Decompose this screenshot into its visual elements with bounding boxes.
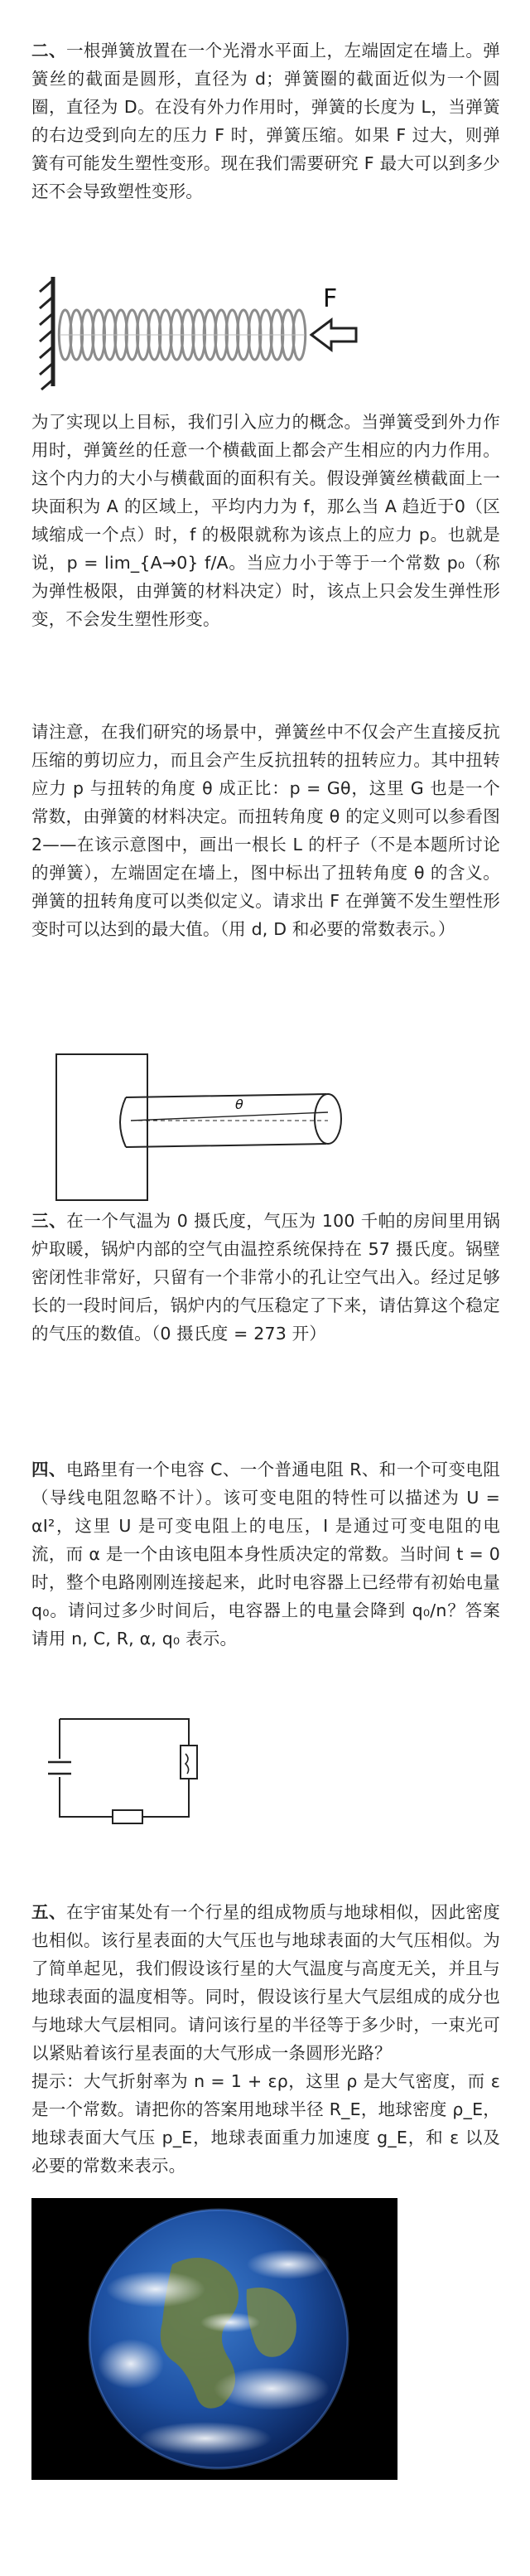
section-text: 在一个气温为 0 摄氏度，气压为 100 千帕的房间里用锅炉取暖，锅炉内部的空气由温控系统保持在 57 摄氏度。锅壁密闭性非常好，只留有一个非常小的孔让空气出入。经过足够长的一段时间后，锅炉内的气压稳定了下来，请估算这个稳定的气压的数值。（0 摄氏度 = 273 开） [31,1211,500,1344]
section-2-paragraph-2 [31,408,500,633]
section-2-paragraph-1 [31,36,500,206]
rod-right-end [315,1094,341,1144]
section-number: 四、 [31,1460,66,1479]
earth-picture [31,2198,398,2480]
wall-block [56,1054,147,1200]
earth-image [31,2198,398,2480]
force-label: F [323,284,338,313]
section-2-paragraph-3 [31,718,500,943]
variable-resistor [181,1746,197,1779]
section-text: 一根弹簧放置在一个光滑水平面上，左端固定在墙上。弹簧丝的截面是圆形，直径为 d；弹簧圈的截面近似为一个圆圈，直径为 D。在没有外力作用时，弹簧的长度为 L，当弹簧的右边受到向左的压力 F 时，弹簧压缩。如果 F 过大，则弹簧有可能发生塑性变形。现在我们需要研究 F 最大可以到多少还不会导致塑性变形。 [31,41,500,201]
theta-label: θ [235,1097,243,1112]
section-text: 在宇宙某处有一个行星的组成物质与地球相似，因此密度也相似。该行星表面的大气压也与地球表面的大气压相似。为了简单起见，我们假设该行星的大气温度与高度无关，并且与地球表面的温度相等。同时，假设该行星大气层组成的成分也与地球大气层相同。请问该行星的半径等于多少时，一束光可以紧贴着该行星表面的大气形成一条圆形光路？ [31,1902,500,2063]
circuit-wire [60,1719,189,1817]
section-5-paragraph-2 [31,2067,500,2180]
section-4-paragraph [31,1455,500,1653]
spring-figure [31,270,404,395]
twisted-line [131,1112,328,1121]
resistor [113,1810,142,1823]
force-arrow [311,320,356,350]
section-text: 电路里有一个电容 C、一个普通电阻 R、和一个可变电阻（导线电阻忽略不计）。该可变电阻的特性可以描述为 U = αI²，这里 U 是可变电阻上的电压，I 是通过可变电阻的电流，而 α 是一个由该电阻本身性质决定的常数。当时间 t = 0 时，整个电路刚刚连接起来，此时电容器上已经带有初始电量 q₀。请问过多少时间后，电容器上的电量会降到 q₀/n？答案请用 n, C, R, α, q₀ 表示。 [31,1460,500,1649]
rod-figure [55,1041,369,1207]
section-3-paragraph [31,1207,500,1348]
section-text: 为了实现以上目标，我们引入应力的概念。当弹簧受到外力作用时，弹簧丝的任意一个横截面上都会产生相应的内力作用。这个内力的大小与横截面的面积有关。假设弹簧丝横截面上一块面积为 A 的区域上，平均内力为 f，那么当 A 趋近于0（区域缩成一个点）时，f 的极限就称为该点上的应力 p。也就是说，p = lim_{A→0} f/A。当应力小于等于一个常数 p₀（称为弹性极限，由弹簧的材料决定）时，该点上只会发生弹性形变，不会发生塑性形变。 [31,412,500,629]
section-5-paragraph-1 [31,1898,500,2067]
section-number: 二、 [31,41,66,61]
section-number: 三、 [31,1211,67,1231]
circuit-figure [41,1707,207,1832]
section-text: 提示：大气折射率为 n = 1 + ερ，这里 ρ 是大气密度，而 ε 是一个常数。请把你的答案用地球半径 R_E，地球密度 ρ_E，地球表面大气压 p_E，地球表面重力加速度 g_E，和 ε 以及必要的常数来表示。 [31,2071,500,2176]
section-text: 请注意，在我们研究的场景中，弹簧丝中不仅会产生直接反抗压缩的剪切应力，而且会产生反抗扭转的扭转应力。其中扭转应力 p 与扭转的角度 θ 成正比：p = Gθ，这里 G 也是一个常数，由弹簧的材料决定。而扭转角度 θ 的定义则可以参看图2——在该示意图中，画出一根长 L 的杆子（不是本题所讨论的弹簧），左端固定在墙上，图中标出了扭转角度 θ 的含义。弹簧的扭转角度可以类似定义。请求出 F 在弹簧不发生塑性形变时可以达到的最大值。（用 d, D 和必要的常数表示。） [31,722,500,939]
spring-coils [59,310,305,360]
section-number: 五、 [31,1902,66,1922]
